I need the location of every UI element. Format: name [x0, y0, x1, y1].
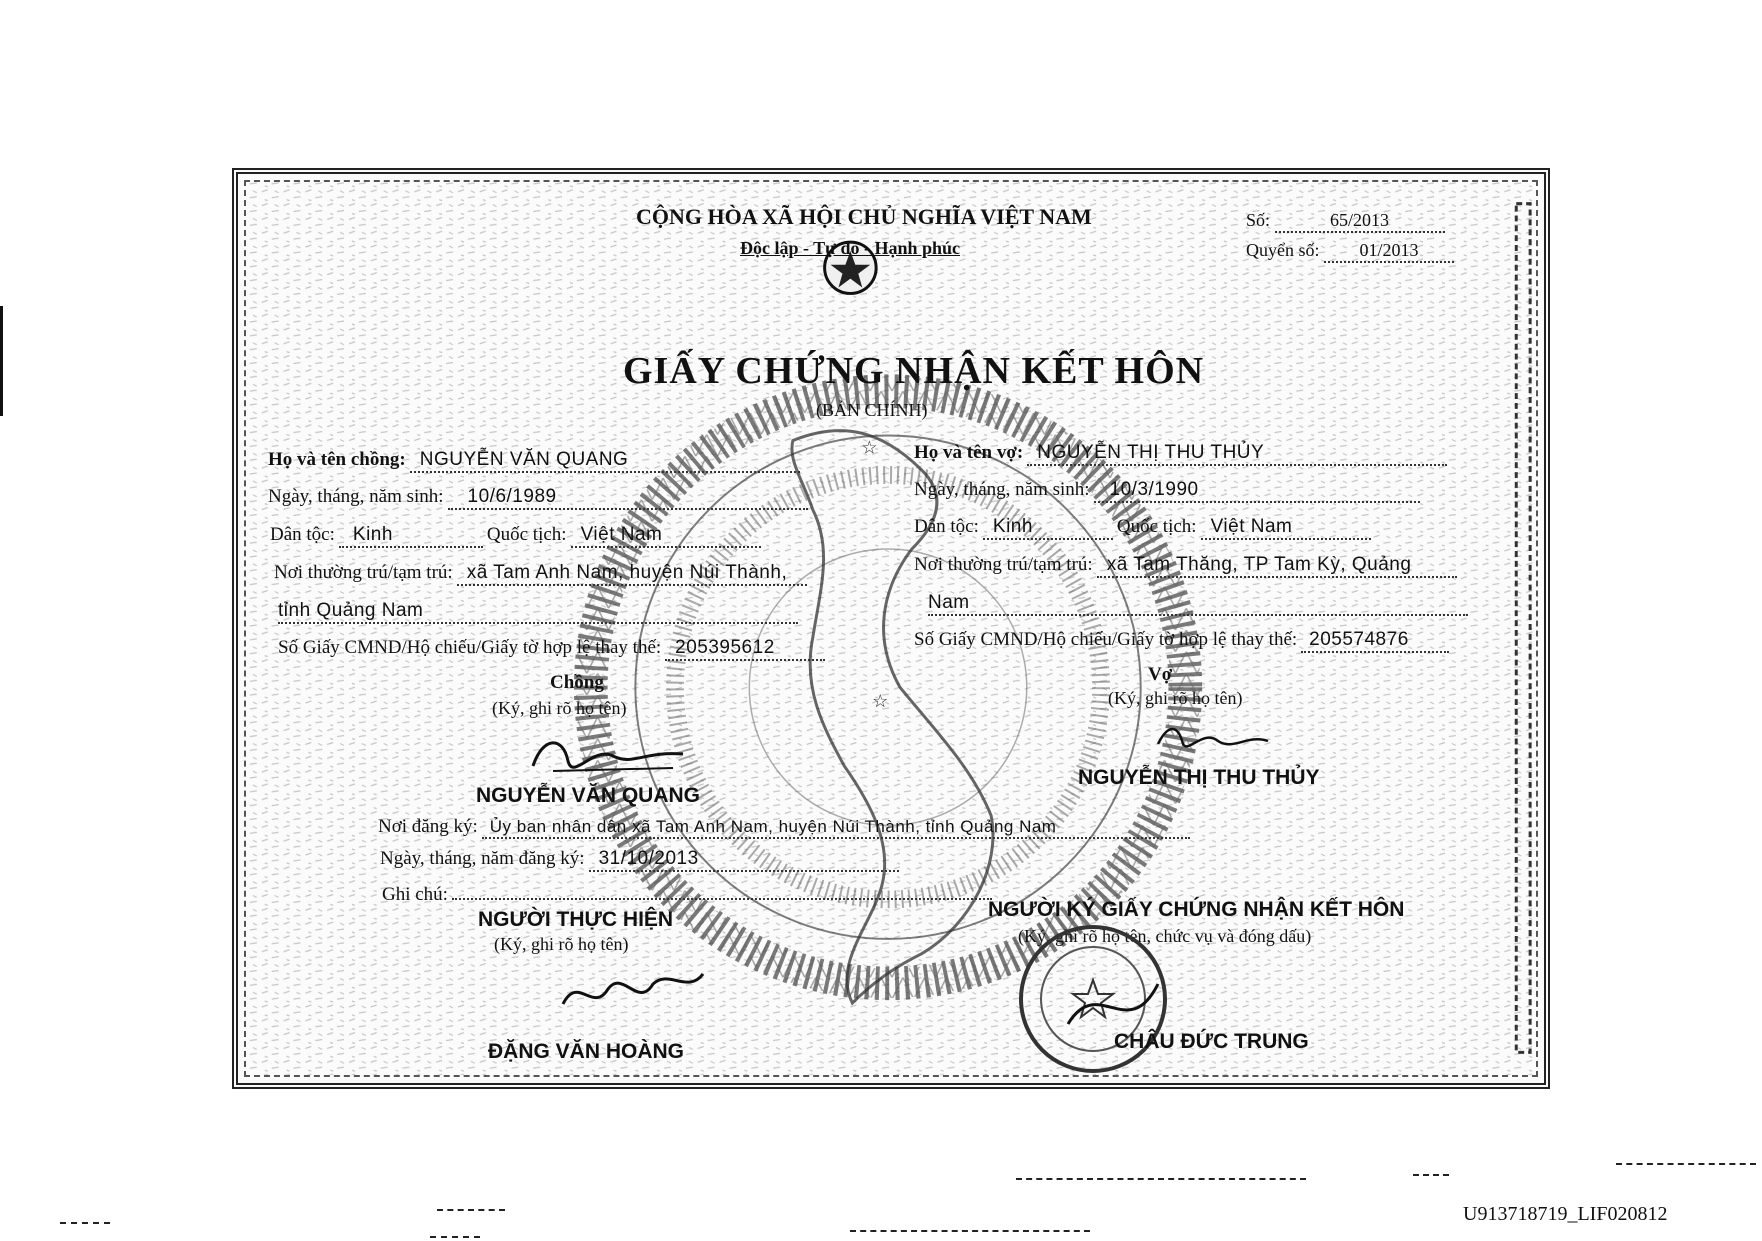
husband-nationality: Việt Nam — [571, 524, 761, 548]
husband-sign-role: Chồng — [550, 672, 604, 693]
document-footer-id: U913718719_LIF020812 — [1463, 1203, 1668, 1225]
signer-role: NGƯỜI KÝ GIẤY CHỨNG NHẬN KẾT HÔN — [988, 898, 1405, 921]
husband-ethnicity-label: Dân tộc: — [270, 524, 335, 545]
husband-sign-name: NGUYỄN VĂN QUANG — [476, 784, 701, 807]
wife-sign-role: Vợ — [1148, 664, 1173, 685]
marriage-certificate — [232, 168, 1550, 1089]
husband-residence-line2: tỉnh Quảng Nam — [278, 600, 798, 624]
wife-residence-label: Nơi thường trú/tạm trú: — [914, 554, 1093, 575]
book-number — [1246, 240, 1486, 263]
husband-residence-label: Nơi thường trú/tạm trú: — [274, 562, 453, 583]
registration-date-row — [380, 848, 899, 872]
husband-nationality-label: Quốc tịch: — [486, 524, 567, 545]
quyen-so-label: Quyển số: — [1246, 240, 1320, 260]
husband-ethnicity-row — [270, 524, 761, 548]
wife-id-label: Số Giấy CMND/Hộ chiếu/Giấy tờ hợp lệ thay thế: — [914, 629, 1298, 650]
husband-id-number: 205395612 — [665, 637, 825, 661]
certificate-title: GIẤY CHỨNG NHẬN KẾT HÔN — [623, 350, 1205, 392]
husband-name-row — [268, 449, 800, 473]
husband-dob-label: Ngày, tháng, năm sinh: — [268, 486, 444, 507]
husband-residence-row2 — [278, 600, 798, 624]
registration-place-label: Nơi đăng ký: — [378, 816, 478, 837]
wife-signature — [1153, 719, 1273, 759]
husband-signature — [523, 726, 693, 786]
svg-text:☆: ☆ — [872, 690, 889, 711]
wife-name-label: Họ và tên vợ: — [914, 442, 1024, 463]
certificate-subtitle: (BẢN CHÍNH) — [816, 400, 928, 420]
husband-id-row — [278, 637, 825, 661]
husband-sign-hint: (Ký, ghi rõ họ tên) — [492, 698, 627, 718]
wife-id-row — [914, 629, 1449, 653]
husband-name-label: Họ và tên chồng: — [268, 449, 406, 470]
wife-residence-row2 — [928, 592, 1468, 616]
registration-note-row — [382, 880, 992, 906]
svg-text:☆: ☆ — [861, 437, 878, 458]
registration-place-row — [378, 816, 1190, 839]
husband-residence-row — [274, 562, 807, 586]
wife-residence-line1: xã Tam Thăng, TP Tam Kỳ, Quảng — [1097, 554, 1457, 578]
wife-ethnicity: Kinh — [983, 516, 1113, 540]
scan-edge-mark — [0, 306, 3, 416]
wife-residence-row — [914, 554, 1457, 578]
signer-name: CHÂU ĐỨC TRUNG — [1114, 1030, 1309, 1053]
wife-ethnicity-row — [914, 516, 1371, 540]
wife-nationality-label: Quốc tịch: — [1116, 516, 1197, 537]
wife-sign-hint: (Ký, ghi rõ họ tên) — [1108, 688, 1243, 708]
scan-dash — [1616, 1163, 1756, 1165]
document-number — [1246, 210, 1486, 233]
wife-name-row — [914, 442, 1447, 466]
husband-residence-line1: xã Tam Anh Nam, huyện Núi Thành, — [457, 562, 807, 586]
wife-sign-name: NGUYỄN THỊ THU THỦY — [1078, 766, 1320, 789]
registration-note-line — [452, 880, 992, 900]
scan-dash — [430, 1236, 480, 1238]
wife-id-number: 205574876 — [1301, 629, 1449, 653]
country-heading: CỘNG HÒA XÃ HỘI CHỦ NGHĨA VIỆT NAM — [636, 204, 1092, 229]
quyen-so-value: 01/2013 — [1324, 240, 1454, 263]
registration-date-label: Ngày, tháng, năm đăng ký: — [380, 848, 585, 869]
so-label: Số: — [1246, 210, 1271, 230]
husband-name: NGUYỄN VĂN QUANG — [410, 449, 800, 473]
motto: Độc lập - Tự do - Hạnh phúc — [740, 238, 961, 258]
official-seal — [1008, 914, 1178, 1084]
wife-residence-line2: Nam — [928, 592, 1468, 616]
scan-dash — [850, 1230, 1090, 1232]
executor-hint: (Ký, ghi rõ họ tên) — [494, 934, 629, 954]
executor-name: ĐẶNG VĂN HOÀNG — [488, 1040, 685, 1063]
scan-dash — [60, 1222, 110, 1224]
husband-dob: 10/6/1989 — [448, 486, 808, 510]
wife-dob: 10/3/1990 — [1094, 479, 1420, 503]
registration-place: Ủy ban nhân dân xã Tam Anh Nam, huyện Núi Thành, tỉnh Quảng Nam — [482, 817, 1190, 839]
husband-dob-row — [268, 486, 808, 510]
registration-note-label: Ghi chú: — [382, 884, 448, 905]
wife-ethnicity-label: Dân tộc: — [914, 516, 979, 537]
scan-dash — [1016, 1178, 1306, 1180]
executor-signature — [558, 964, 708, 1024]
executor-role: NGƯỜI THỰC HIỆN — [478, 908, 674, 931]
wife-nationality: Việt Nam — [1201, 516, 1371, 540]
wife-dob-row — [914, 479, 1420, 503]
husband-id-label: Số Giấy CMND/Hộ chiếu/Giấy tờ hợp lệ thay thế: — [278, 637, 662, 658]
scan-dash — [437, 1209, 505, 1211]
wife-name: NGUYỄN THỊ THU THỦY — [1027, 442, 1447, 466]
signer-hint: (Ký, ghi rõ họ tên, chức vụ và đóng dấu) — [1018, 926, 1312, 946]
so-value: 65/2013 — [1275, 210, 1445, 233]
scan-dash — [1413, 1174, 1449, 1176]
wife-dob-label: Ngày, tháng, năm sinh: — [914, 479, 1090, 500]
husband-ethnicity: Kinh — [339, 524, 483, 548]
registration-date: 31/10/2013 — [589, 848, 899, 872]
